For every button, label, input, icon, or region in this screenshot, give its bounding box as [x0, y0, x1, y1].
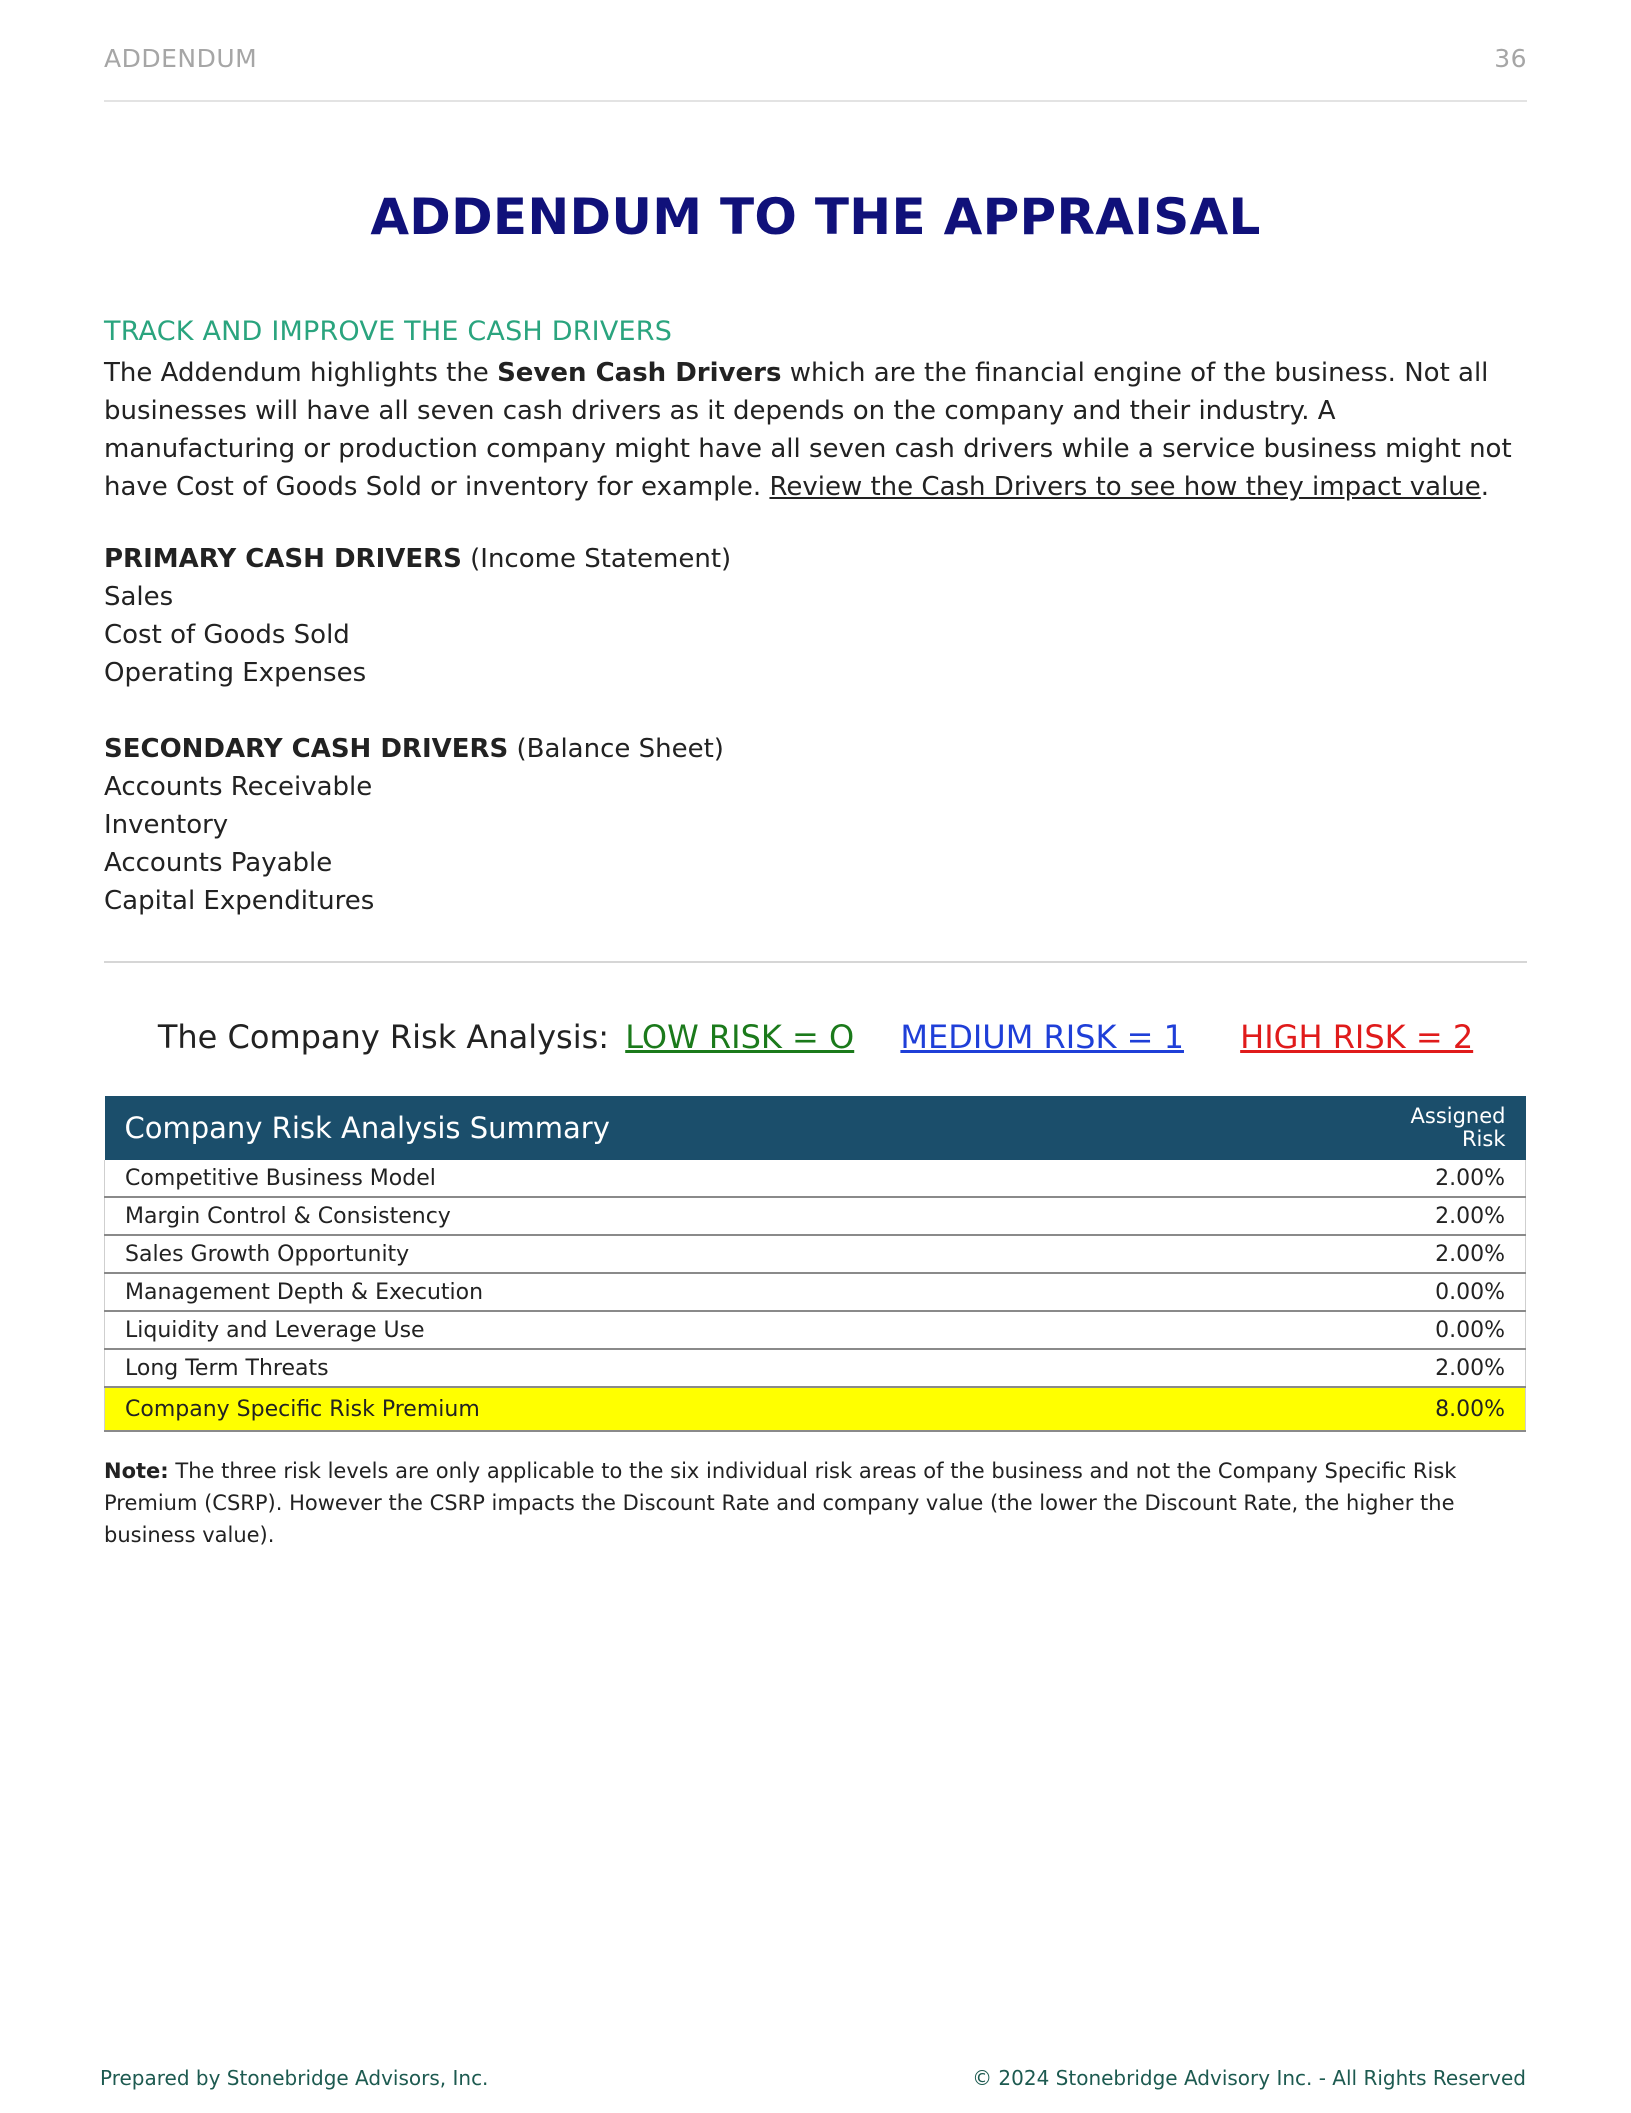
risk-value: 2.00%: [1326, 1160, 1526, 1197]
secondary-subtitle: (Balance Sheet): [508, 734, 724, 764]
table-row: [105, 1160, 1526, 1197]
intro-text-after: which are the financial engine of the business. Not all businesses will have all seven cash drivers as it depends on the company and their industry. A manufacturing or production company might have all seven cash drivers while a service business might not have Cost of Goods Sold or inventory for example.: [104, 358, 1512, 502]
intro-paragraph: [104, 354, 1534, 506]
table-row: [105, 1273, 1526, 1311]
list-item: Inventory: [104, 810, 229, 840]
secondary-title-line: [104, 730, 724, 768]
risk-legend-label: The Company Risk Analysis:: [157, 1018, 610, 1056]
table-row: [105, 1349, 1526, 1387]
risk-value: 2.00%: [1326, 1197, 1526, 1235]
low-risk-link[interactable]: LOW RISK = O: [625, 1018, 855, 1056]
total-risk-area: Company Specific Risk Premium: [105, 1387, 1326, 1431]
secondary-title: SECONDARY CASH DRIVERS: [104, 734, 509, 764]
page-header: [104, 44, 1527, 102]
list-item: Cost of Goods Sold: [104, 620, 350, 650]
list-item: Operating Expenses: [104, 658, 367, 688]
intro-text-before: The Addendum highlights the: [104, 358, 498, 388]
page-footer: [100, 2066, 1526, 2090]
primary-title-line: [104, 540, 731, 578]
footer-copyright: © 2024 Stonebridge Advisory Inc. - All Rights Reserved: [972, 2066, 1526, 2090]
page-title: ADDENDUM TO THE APPRAISAL: [370, 188, 1261, 246]
high-risk-link[interactable]: HIGH RISK = 2: [1240, 1018, 1474, 1056]
risk-area: Liquidity and Leverage Use: [105, 1311, 1326, 1349]
risk-value: 2.00%: [1326, 1235, 1526, 1273]
table-header-assigned-risk: [1326, 1096, 1526, 1160]
risk-area: Margin Control & Consistency: [105, 1197, 1326, 1235]
primary-subtitle: (Income Statement): [461, 544, 732, 574]
risk-summary-table: [104, 1096, 1526, 1432]
table-row: [105, 1197, 1526, 1235]
risk-legend: [0, 1018, 1631, 1056]
primary-title: PRIMARY CASH DRIVERS: [104, 544, 462, 574]
footer-prepared-by: Prepared by Stonebridge Advisors, Inc.: [100, 2066, 489, 2090]
risk-area: Long Term Threats: [105, 1349, 1326, 1387]
list-item: Accounts Receivable: [104, 772, 373, 802]
header-col-line2: Risk: [1461, 1127, 1506, 1151]
medium-risk-link[interactable]: MEDIUM RISK = 1: [900, 1018, 1184, 1056]
risk-value: 0.00%: [1326, 1273, 1526, 1311]
table-row: [105, 1235, 1526, 1273]
note-text: The three risk levels are only applicable to the six individual risk areas of the business and not the Company Specific Risk Premium (CSRP). However the CSRP impacts the Discount Rate and company value (the lower the Discount Rate, the higher the business value).: [104, 1459, 1457, 1547]
note-label: Note:: [104, 1459, 169, 1483]
table-header-title: Company Risk Analysis Summary: [105, 1096, 1326, 1160]
risk-area: Competitive Business Model: [105, 1160, 1326, 1197]
total-row: [105, 1387, 1526, 1431]
list-item: Sales: [104, 582, 174, 612]
header-section-label: ADDENDUM: [104, 44, 258, 73]
section-divider: [104, 961, 1527, 963]
section-heading: TRACK AND IMPROVE THE CASH DRIVERS: [104, 316, 673, 347]
risk-value: 0.00%: [1326, 1311, 1526, 1349]
table-row: [105, 1311, 1526, 1349]
risk-area: Sales Growth Opportunity: [105, 1235, 1326, 1273]
table-header-row: [105, 1096, 1526, 1160]
risk-value: 2.00%: [1326, 1349, 1526, 1387]
list-item: Capital Expenditures: [104, 886, 375, 916]
secondary-cash-drivers: [104, 730, 724, 920]
review-cash-drivers-link[interactable]: Review the Cash Drivers to see how they impact value: [769, 472, 1481, 502]
list-item: Accounts Payable: [104, 848, 333, 878]
primary-cash-drivers: [104, 540, 731, 692]
page-number: 36: [1494, 44, 1527, 73]
risk-area: Management Depth & Execution: [105, 1273, 1326, 1311]
intro-bold-term: Seven Cash Drivers: [497, 358, 782, 388]
intro-end: .: [1480, 472, 1490, 502]
header-col-line1: Assigned: [1410, 1104, 1506, 1128]
total-risk-value: 8.00%: [1326, 1387, 1526, 1431]
note-paragraph: [104, 1455, 1544, 1551]
